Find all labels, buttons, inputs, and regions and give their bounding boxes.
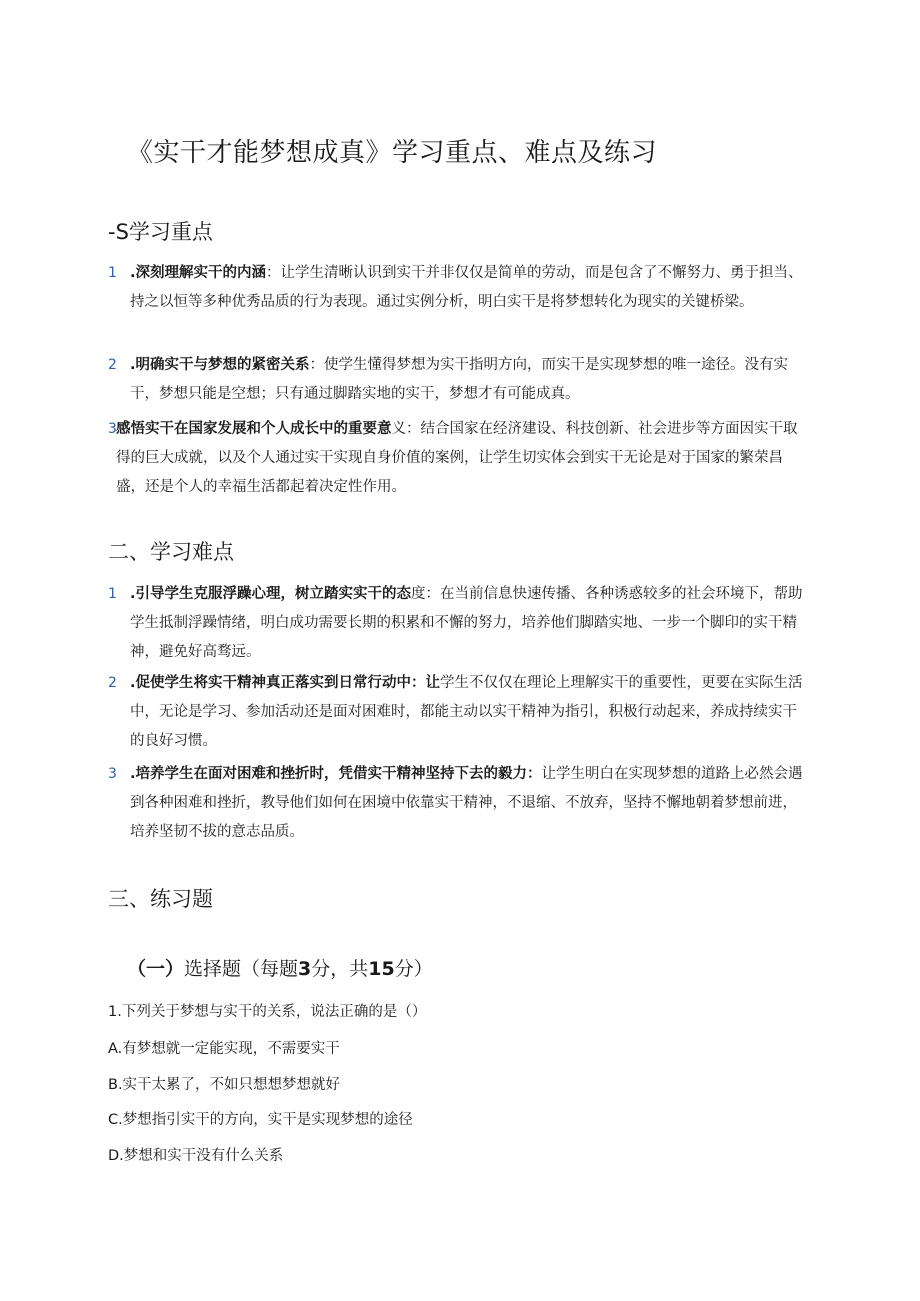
item-detail: ：让学生清晰认识到实干并非仅仅是简单的劳动，而是包含了不懈努力、勇于担当、持之以恒等多种优秀品质的行为表现。通过实例分析，明白实干是将梦想转化为现实的关键桥梁。	[130, 265, 803, 310]
item-detail: 义：结合国家在经济建设、科技创新、社会进步等方面因实干取得的巨大成就，以及个人通过实干实现自身价值的案例，让学生切实体会到实干无论是对于国家的繁荣昌盛，还是个人的幸福生活都起着决定性作用。	[116, 421, 798, 495]
difficulty-item	[108, 760, 808, 847]
subheading-part: 分）	[394, 958, 433, 980]
subheading-part: 分，共	[311, 958, 369, 980]
item-detail: ：使学生懂得梦想为实干指明方向，而实干是实现梦想的唯一途径。没有实干，梦想只能是空想；只有通过脚踏实地的实干，梦想才有可能成真。	[130, 357, 789, 402]
item-text	[130, 580, 808, 667]
subheading-part: （一）	[127, 958, 185, 980]
document-title: 《实干才能梦想成真》学习重点、难点及练习	[127, 138, 658, 168]
item-number: 3	[108, 766, 117, 782]
subheading-part: 15	[368, 958, 395, 980]
option-c: C.梦想指引实干的方向，实干是实现梦想的途径	[108, 1112, 413, 1128]
difficulty-item	[108, 669, 808, 756]
item-number: 1	[108, 586, 117, 602]
option-d: D.梦想和实干没有什么关系	[108, 1148, 284, 1164]
item-text	[130, 351, 808, 409]
item-text	[116, 415, 808, 502]
item-text	[130, 669, 808, 756]
item-lead: .深刻理解实干的内涵	[130, 265, 267, 281]
key-point-item	[108, 351, 808, 409]
item-lead: .引导学生克服浮躁心理，树立踏实实干的态	[130, 586, 412, 602]
key-point-item	[108, 259, 808, 317]
item-text	[130, 760, 808, 847]
item-text	[130, 259, 808, 317]
option-b: B.实干太累了，不如只想想梦想就好	[108, 1077, 341, 1093]
section-heading-exercises: 三、练习题	[108, 887, 213, 911]
item-lead: 感悟实干在国家发展和个人成长中的重要意	[116, 421, 392, 437]
item-number: 1	[108, 265, 117, 281]
item-number: 2	[108, 357, 117, 373]
item-lead: .培养学生在面对困难和挫折时，凭借实干精神坚持下去的毅力：	[130, 766, 542, 782]
question-text: 1.下列关于梦想与实干的关系，说法正确的是（）	[108, 1004, 427, 1020]
subheading-part: 3	[298, 958, 312, 980]
item-detail: 学生不仅仅在理论上理解实干的重要性，更要在实际生活中，无论是学习、参加活动还是面对困难时，都能主动以实干精神为指引，积极行动起来，养成持续实干的良好习惯。	[130, 675, 803, 749]
item-detail: 让学生明白在实现梦想的道路上必然会遇到各种困难和挫折，教导他们如何在困境中依靠实干精神，不退缩、不放弃，坚持不懈地朝着梦想前进，培养坚韧不拔的意志品质。	[130, 766, 803, 840]
section-heading-key-points: -S学习重点	[108, 220, 213, 244]
subheading-part: 选择题（每题	[184, 958, 299, 980]
key-point-item	[108, 415, 808, 502]
difficulty-item	[108, 580, 808, 667]
item-lead: .促使学生将实干精神真正落实到日常行动中：让	[130, 675, 441, 691]
section-heading-difficulties: 二、学习难点	[108, 540, 234, 564]
item-lead: .明确实干与梦想的紧密关系	[130, 357, 310, 373]
item-detail: 度：在当前信息快速传播、各种诱惑较多的社会环境下，帮助学生抵制浮躁情绪，明白成功需要长期的积累和不懈的努力，培养他们脚踏实地、一步一个脚印的实干精神，避免好高骛远。	[130, 586, 803, 660]
item-number: 2	[108, 675, 117, 691]
subsection-heading-multiple-choice	[127, 954, 433, 981]
item-number: 3	[108, 421, 117, 437]
option-a: A.有梦想就一定能实现，不需要实干	[108, 1041, 340, 1057]
